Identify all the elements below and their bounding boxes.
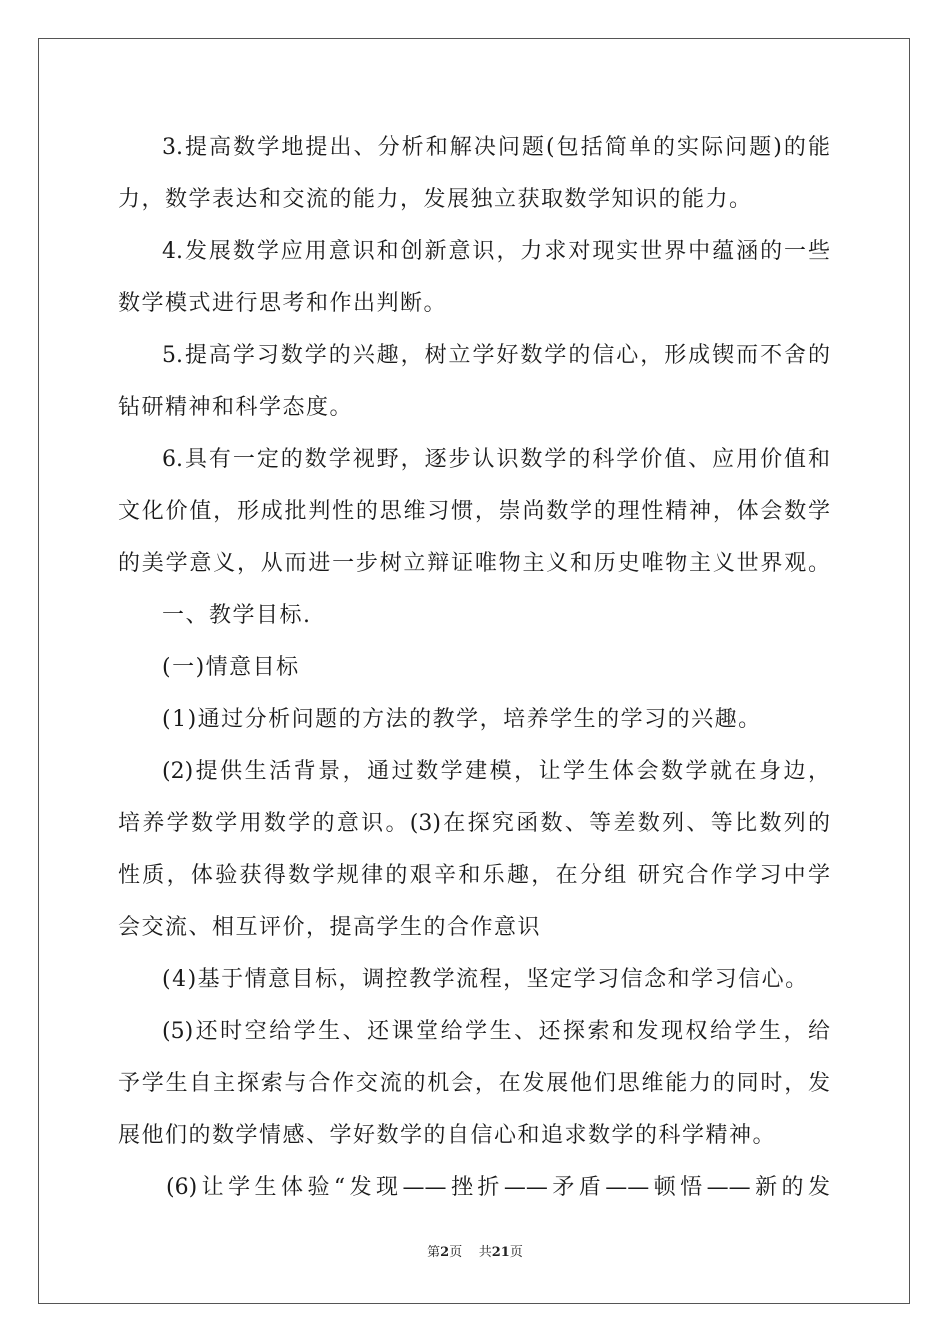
subsection-heading: (一)情意目标 xyxy=(162,655,300,680)
footer-page-total: 21 xyxy=(491,1245,510,1260)
item-4-line-1: (4)基于情意目标，调控教学流程，坚定学习信念和学习信心。 xyxy=(162,967,809,992)
item-5-line-3: 展他们的数学情感、学好数学的自信心和追求数学的科学精神。 xyxy=(118,1123,777,1148)
paragraph-3-line-1: 3.提高数学地提出、分析和解决问题(包括简单的实际问题)的能 xyxy=(162,135,830,160)
item-2-line-2: 培养学数学用数学的意识。(3)在探究函数、等差数列、等比数列的 xyxy=(118,811,830,836)
paragraph-5-line-1: 5.提高学习数学的兴趣，树立学好数学的信心，形成锲而不舍的 xyxy=(162,343,830,368)
paragraph-3-line-2: 力，数学表达和交流的能力，发展独立获取数学知识的能力。 xyxy=(118,187,753,212)
item-1-line-1: (1)通过分析问题的方法的教学，培养学生的学习的兴趣。 xyxy=(162,707,762,732)
paragraph-4-line-1: 4.发展数学应用意识和创新意识，力求对现实世界中蕴涵的一些 xyxy=(162,239,830,264)
footer-page-unit: 页 xyxy=(449,1245,463,1260)
footer-page-prefix: 第 xyxy=(427,1245,441,1260)
item-2-line-3: 性质，体验获得数学规律的艰辛和乐趣，在分组 研究合作学习中学 xyxy=(118,863,830,888)
paragraph-6-line-3: 的美学意义，从而进一步树立辩证唯物主义和历史唯物主义世界观。 xyxy=(118,551,830,576)
footer-total-prefix: 共 xyxy=(478,1245,492,1260)
item-5-line-2: 予学生自主探索与合作交流的机会，在发展他们思维能力的同时，发 xyxy=(118,1071,830,1096)
page-footer xyxy=(0,1244,950,1262)
item-2-line-4: 会交流、相互评价，提高学生的合作意识 xyxy=(118,915,542,940)
item-6-line-1: (6)让学生体验“发现——挫折——矛盾——顿悟——新的发 xyxy=(166,1175,830,1200)
footer-page-current: 2 xyxy=(440,1245,450,1260)
paragraph-4-line-2: 数学模式进行思考和作出判断。 xyxy=(118,291,448,316)
item-5-line-1: (5)还时空给学生、还课堂给学生、还探索和发现权给学生，给 xyxy=(162,1019,830,1044)
footer-total-unit: 页 xyxy=(509,1245,523,1260)
item-2-line-1: (2)提供生活背景，通过数学建模，让学生体会数学就在身边， xyxy=(162,759,830,784)
section-heading: 一、教学目标. xyxy=(162,603,312,628)
paragraph-5-line-2: 钻研精神和科学态度。 xyxy=(118,395,354,420)
paragraph-6-line-2: 文化价值，形成批判性的思维习惯，崇尚数学的理性精神，体会数学 xyxy=(118,499,830,524)
paragraph-6-line-1: 6.具有一定的数学视野，逐步认识数学的科学价值、应用价值和 xyxy=(162,447,830,472)
